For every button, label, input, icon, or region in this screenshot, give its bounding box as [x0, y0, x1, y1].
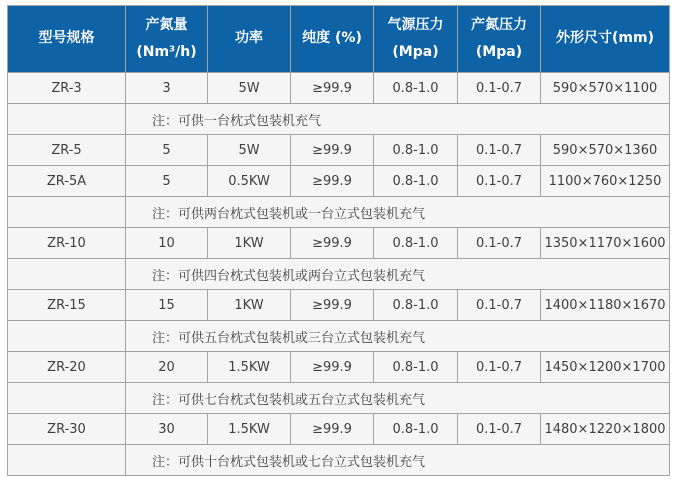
note-row: [8, 445, 670, 476]
cell-dimensions: 1450×1200×1700: [541, 352, 670, 383]
cell-model: ZR-20: [8, 352, 126, 383]
cell-purity: ≥99.9: [291, 135, 374, 166]
header-cell-power: [208, 6, 291, 73]
cell-note-spacer: [8, 197, 126, 228]
cell-model: ZR-30: [8, 414, 126, 445]
header-label-purity: 纯度 (%): [302, 30, 362, 47]
cell-air-pressure: 0.8-1.0: [374, 135, 458, 166]
note-row: [8, 104, 670, 135]
cell-dimensions: 590×570×1100: [541, 73, 670, 104]
header-cell-purity: [291, 6, 374, 73]
cell-model: ZR-5A: [8, 166, 126, 197]
cell-note-spacer: [8, 321, 126, 352]
cell-power: 1KW: [208, 290, 291, 321]
cell-purity: ≥99.9: [291, 414, 374, 445]
cell-output: 15: [126, 290, 208, 321]
cell-n2-pressure: 0.1-0.7: [458, 352, 541, 383]
cell-n2-pressure: 0.1-0.7: [458, 135, 541, 166]
table-row: [8, 290, 670, 321]
cell-dimensions: 590×570×1360: [541, 135, 670, 166]
table-row: [8, 73, 670, 104]
header-sub-n2-pressure: (Mpa): [475, 43, 523, 60]
table-row: [8, 166, 670, 197]
cell-output: 5: [126, 166, 208, 197]
cell-output: 5: [126, 135, 208, 166]
header-row: [8, 6, 670, 73]
cell-note-spacer: [8, 259, 126, 290]
cell-note-text: 注：可供四台枕式包装机或两台立式包装机充气: [126, 259, 670, 290]
header-cell-air-pressure: [374, 6, 458, 73]
header-cell-dimensions: [541, 6, 670, 73]
cell-n2-pressure: 0.1-0.7: [458, 73, 541, 104]
cell-power: 1KW: [208, 228, 291, 259]
cell-purity: ≥99.9: [291, 290, 374, 321]
header-label-model: 型号规格: [38, 30, 95, 47]
cell-purity: ≥99.9: [291, 352, 374, 383]
cell-note-spacer: [8, 104, 126, 135]
table-row: [8, 135, 670, 166]
cell-purity: ≥99.9: [291, 73, 374, 104]
cell-dimensions: 1480×1220×1800: [541, 414, 670, 445]
cell-output: 20: [126, 352, 208, 383]
cell-dimensions: 1350×1170×1600: [541, 228, 670, 259]
cell-output: 3: [126, 73, 208, 104]
header-label-output: 产氮量: [145, 17, 188, 33]
header-cell-output: [126, 6, 208, 73]
cell-n2-pressure: 0.1-0.7: [458, 166, 541, 197]
header-label-dimensions: 外形尺寸(mm): [556, 30, 654, 47]
cell-output: 30: [126, 414, 208, 445]
table-row: [8, 228, 670, 259]
cell-air-pressure: 0.8-1.0: [374, 290, 458, 321]
header-label-air-pressure: 气源压力: [387, 17, 444, 33]
cell-note-spacer: [8, 445, 126, 476]
note-row: [8, 259, 670, 290]
cell-power: 5W: [208, 73, 291, 104]
cell-power: 1.5KW: [208, 352, 291, 383]
cell-model: ZR-5: [8, 135, 126, 166]
cell-n2-pressure: 0.1-0.7: [458, 414, 541, 445]
cell-air-pressure: 0.8-1.0: [374, 414, 458, 445]
cell-air-pressure: 0.8-1.0: [374, 352, 458, 383]
cell-purity: ≥99.9: [291, 166, 374, 197]
cell-air-pressure: 0.8-1.0: [374, 73, 458, 104]
cell-purity: ≥99.9: [291, 228, 374, 259]
cell-note-text: 注：可供五台枕式包装机或三台立式包装机充气: [126, 321, 670, 352]
note-row: [8, 321, 670, 352]
cell-air-pressure: 0.8-1.0: [374, 166, 458, 197]
cell-output: 10: [126, 228, 208, 259]
cell-power: 0.5KW: [208, 166, 291, 197]
cell-dimensions: 1100×760×1250: [541, 166, 670, 197]
note-row: [8, 197, 670, 228]
cell-n2-pressure: 0.1-0.7: [458, 290, 541, 321]
cell-model: ZR-15: [8, 290, 126, 321]
table-row: [8, 414, 670, 445]
header-label-power: 功率: [235, 30, 263, 47]
spec-table-header: [8, 6, 670, 73]
product-spec-table: [7, 5, 670, 476]
cell-note-text: 注：可供一台枕式包装机充气: [126, 104, 670, 135]
cell-n2-pressure: 0.1-0.7: [458, 228, 541, 259]
cell-note-spacer: [8, 383, 126, 414]
cell-model: ZR-10: [8, 228, 126, 259]
cell-air-pressure: 0.8-1.0: [374, 228, 458, 259]
spec-table-body: [8, 73, 670, 476]
table-row: [8, 352, 670, 383]
cell-dimensions: 1400×1180×1670: [541, 290, 670, 321]
cell-model: ZR-3: [8, 73, 126, 104]
cell-note-text: 注：可供七台枕式包装机或五台立式包装机充气: [126, 383, 670, 414]
header-sub-output: (Nm³/h): [136, 43, 197, 60]
cell-note-text: 注：可供两台枕式包装机或一台立式包装机充气: [126, 197, 670, 228]
header-sub-air-pressure: (Mpa): [392, 43, 439, 60]
cell-note-text: 注：可供十台枕式包装机或七台立式包装机充气: [126, 445, 670, 476]
header-cell-n2-pressure: [458, 6, 541, 73]
note-row: [8, 383, 670, 414]
cell-power: 1.5KW: [208, 414, 291, 445]
cell-power: 5W: [208, 135, 291, 166]
header-cell-model: [8, 6, 126, 73]
header-label-n2-pressure: 产氮压力: [471, 17, 527, 33]
